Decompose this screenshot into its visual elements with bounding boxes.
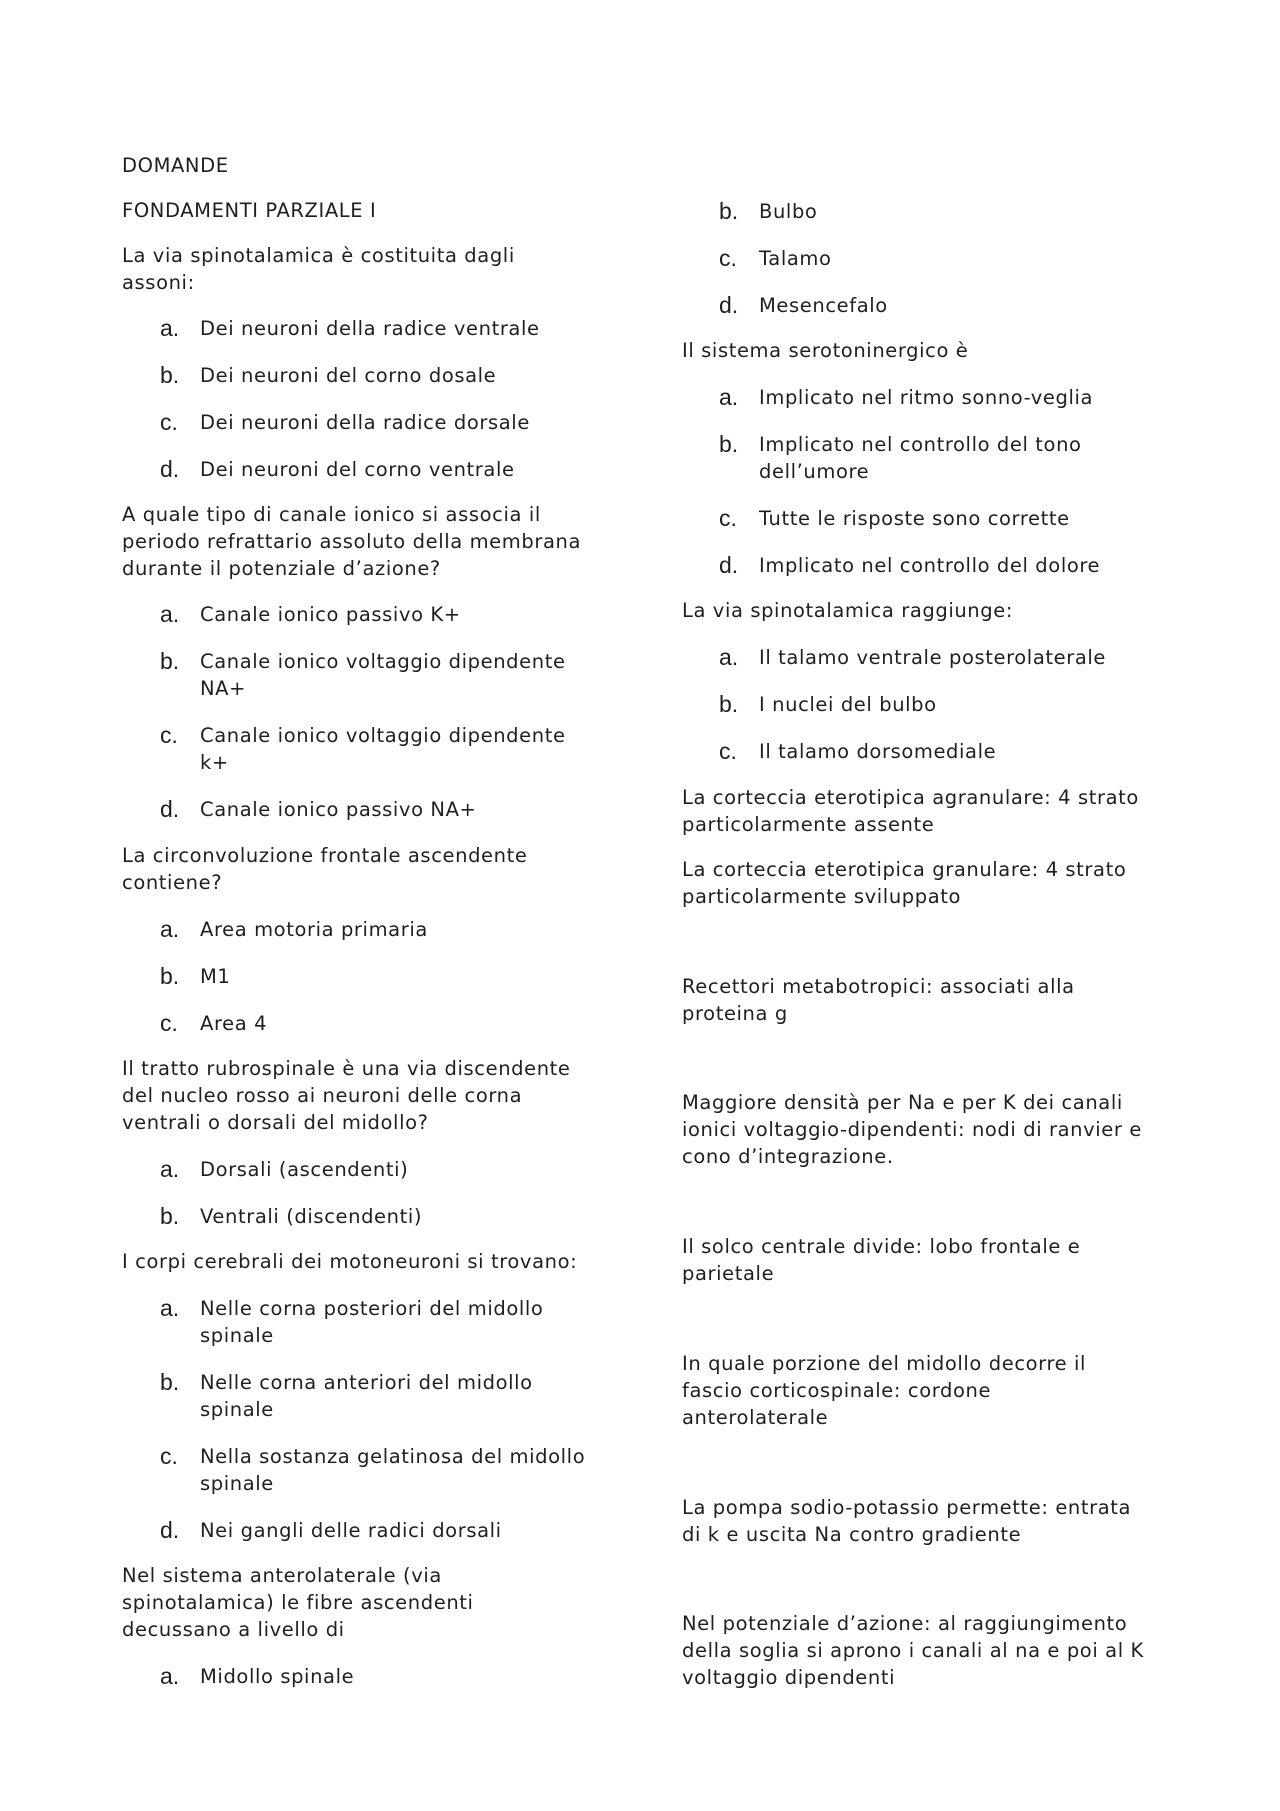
note-paragraph: Il solco centrale divide: lobo frontale e parietale (682, 1235, 1081, 1285)
note-paragraph: La pompa sodio-potassio permette: entrata di k e uscita Na contro gradiente (682, 1496, 1132, 1546)
note-paragraph: La corteccia eterotipica agranulare: 4 strato particolarmente assente (682, 786, 1139, 836)
note-paragraph: Nel potenziale d’azione: al raggiungimento della soglia si aprono i canali al na e poi al K voltaggio dipendenti (682, 1612, 1144, 1689)
question-2: A quale tipo di canale ionico si associa il periodo refrattario assoluto della membrana durante il potenziale d’azione? (122, 503, 582, 580)
question-4: Il tratto rubrospinale è una via discendente del nucleo rosso ai neuroni delle corna ventrali o dorsali del midollo? (122, 1057, 571, 1134)
question-3: La circonvoluzione frontale ascendente contiene? (122, 844, 528, 894)
question-8: La via spinotalamica raggiunge: (682, 599, 1014, 622)
question-5: I corpi cerebrali dei motoneuroni si trovano: (122, 1250, 578, 1273)
question-7: Il sistema serotoninergico è (682, 339, 969, 362)
document-title: DOMANDE (122, 154, 229, 177)
note-paragraph: La corteccia eterotipica granulare: 4 strato particolarmente sviluppato (682, 858, 1127, 908)
note-paragraph: Maggiore densità per Na e per K dei canali ionici voltaggio-dipendenti: nodi di ranvier e cono d’integrazione. (682, 1091, 1142, 1168)
note-paragraph: In quale porzione del midollo decorre il fascio corticospinale: cordone anterolaterale (682, 1352, 1087, 1429)
document-subtitle: FONDAMENTI PARZIALE I (122, 199, 377, 222)
note-paragraph: Recettori metabotropici: associati alla proteina g (682, 975, 1075, 1025)
question-1: La via spinotalamica è costituita dagli assoni: (122, 244, 515, 294)
question-6: Nel sistema anterolaterale (via spinotalamica) le fibre ascendenti decussano a livello di (122, 1564, 474, 1641)
